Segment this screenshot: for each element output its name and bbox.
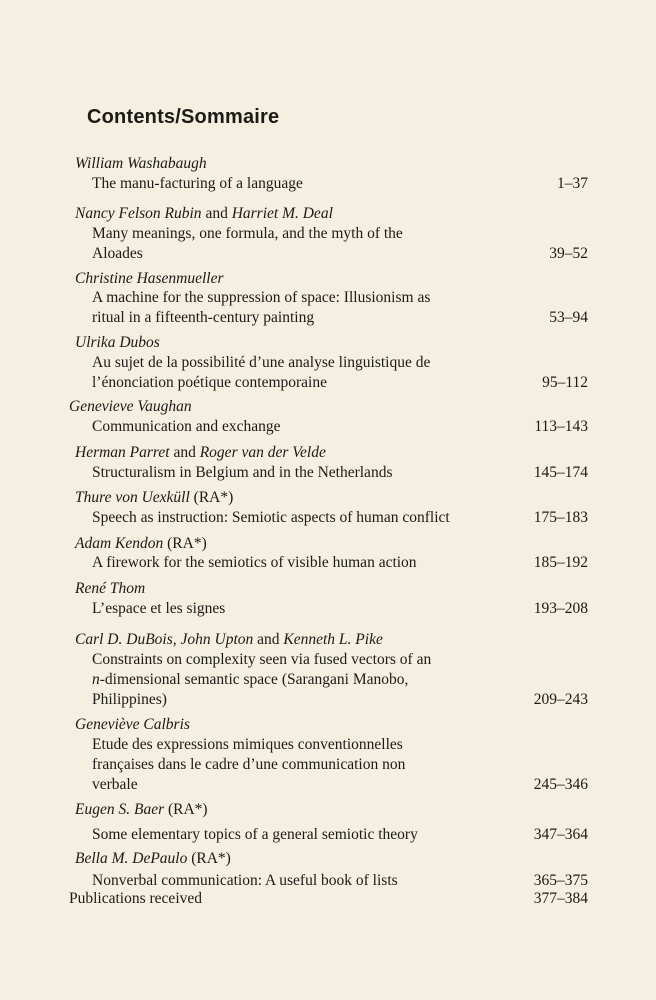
entry-title-line: Some elementary topics of a general semiotic theory	[92, 826, 418, 843]
author-name: Bella M. DePaulo	[75, 850, 188, 867]
entry-authors	[75, 205, 333, 223]
author-name: Roger van der Velde	[199, 444, 326, 461]
entry-page-range: 245–346	[533, 776, 588, 793]
entry-title-line: Structuralism in Belgium and in the Netherlands	[92, 464, 393, 481]
author-name: Thure von Uexküll	[75, 489, 190, 506]
entry-title-line: Many meanings, one formula, and the myth of the	[92, 225, 403, 242]
publications-received-pages: 377–384	[533, 890, 588, 907]
entry-authors	[75, 489, 233, 507]
entry-authors	[75, 631, 383, 649]
entry-title-line: A machine for the suppression of space: Illusionism as	[92, 289, 431, 306]
entry-title-line: françaises dans le cadre d’une communication non	[92, 756, 406, 773]
entry-title-line: L’espace et les signes	[92, 600, 226, 617]
entry-page-range: 193–208	[533, 600, 588, 617]
author-name: Harriet M. Deal	[231, 205, 333, 222]
entry-page-range: 175–183	[533, 509, 588, 526]
entry-page-range: 185–192	[533, 554, 588, 571]
entry-title-line: Etude des expressions mimiques conventionnelles	[92, 736, 403, 753]
entry-title-line: The manu-facturing of a language	[92, 175, 303, 192]
author-name: Carl D. DuBois, John Upton	[75, 631, 254, 648]
entry-authors	[75, 444, 326, 462]
entry-page-range: 1–37	[557, 175, 588, 192]
author-connector: and	[201, 205, 232, 222]
author-name: Ulrika Dubos	[75, 334, 160, 351]
author-connector: (RA*)	[189, 489, 234, 506]
author-name: Genevieve Vaughan	[69, 398, 192, 415]
entry-page-range: 209–243	[533, 691, 588, 708]
author-name: Geneviève Calbris	[75, 716, 190, 733]
entry-title-line: Nonverbal communication: A useful book of lists	[92, 872, 398, 889]
entry-page-range: 365–375	[533, 872, 588, 889]
entry-title-line: Aloades	[92, 245, 143, 262]
entry-title-line: verbale	[92, 776, 138, 793]
entry-authors	[75, 716, 190, 734]
publications-received-label: Publications received	[69, 890, 202, 907]
author-name: Kenneth L. Pike	[283, 631, 383, 648]
entry-authors	[75, 801, 208, 819]
author-name: Adam Kendon	[75, 535, 164, 552]
entry-title-line: Philippines)	[92, 691, 167, 708]
entry-title-line: Constraints on complexity seen via fused vectors of an	[92, 651, 432, 668]
entry-authors	[75, 535, 207, 553]
entry-title-line: Communication and exchange	[92, 418, 281, 435]
entry-page-range: 39–52	[549, 245, 588, 262]
author-name: Nancy Felson Rubin	[75, 205, 202, 222]
entry-authors	[75, 580, 145, 598]
entry-title-line: A firework for the semiotics of visible human action	[92, 554, 417, 571]
entry-authors	[75, 850, 231, 868]
author-connector: and	[169, 444, 200, 461]
entry-title-line: l’énonciation poétique contemporaine	[92, 374, 327, 391]
entry-page-range: 347–364	[533, 826, 588, 843]
entry-authors	[75, 155, 207, 173]
entry-page-range: 113–143	[534, 418, 588, 435]
entry-title-line: Au sujet de la possibilité d’une analyse linguistique de	[92, 354, 431, 371]
entry-title-line: n-dimensional semantic space (Sarangani Manobo,	[92, 671, 409, 688]
entry-page-range: 95–112	[542, 374, 588, 391]
entry-title-line: Speech as instruction: Semiotic aspects of human conflict	[92, 509, 450, 526]
author-connector: (RA*)	[163, 535, 207, 552]
author-name: William Washabaugh	[75, 155, 207, 172]
author-name: René Thom	[75, 580, 146, 597]
author-name: Herman Parret	[75, 444, 170, 461]
entry-title-line: ritual in a fifteenth-century painting	[92, 309, 315, 326]
author-name: Christine Hasenmueller	[75, 270, 224, 287]
entry-authors	[69, 398, 192, 416]
entry-page-range: 145–174	[533, 464, 588, 481]
entry-authors	[75, 270, 224, 288]
author-connector: (RA*)	[187, 850, 231, 867]
entry-page-range: 53–94	[549, 309, 588, 326]
entry-authors	[75, 334, 160, 352]
page-heading: Contents/Sommaire	[87, 106, 280, 128]
author-connector: (RA*)	[164, 801, 208, 818]
author-name: Eugen S. Baer	[75, 801, 165, 818]
author-connector: and	[253, 631, 284, 648]
